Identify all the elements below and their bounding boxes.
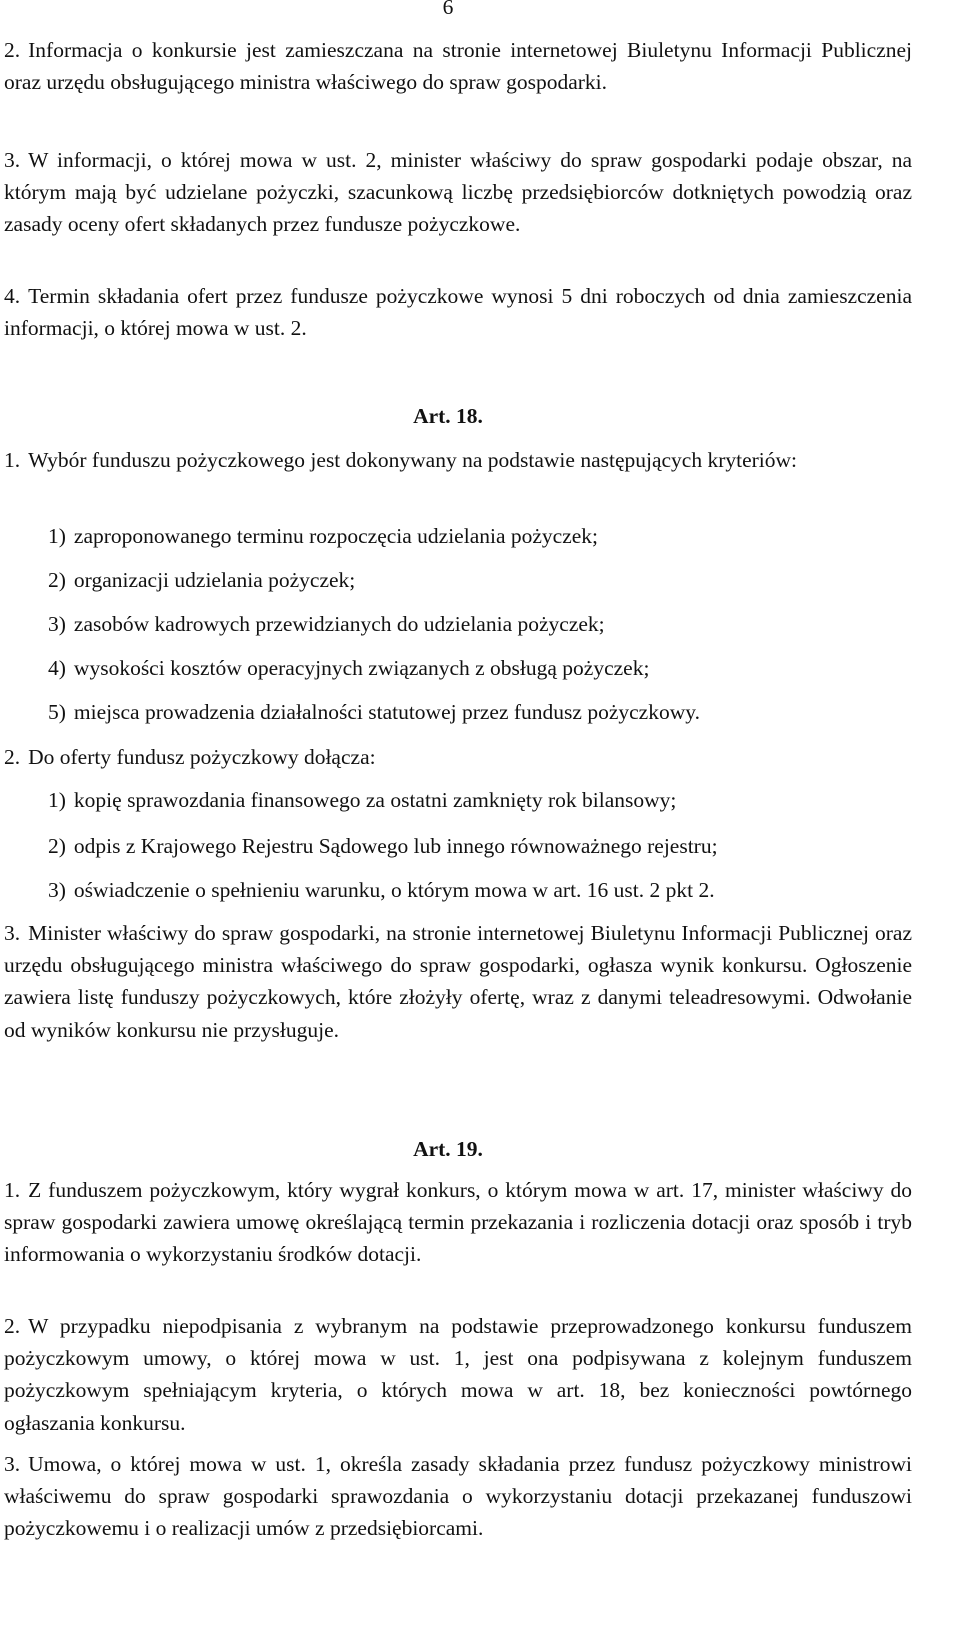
paragraph-number: 3. — [4, 148, 21, 172]
item-text: zaproponowanego terminu rozpoczęcia udzielania pożyczek; — [73, 524, 599, 548]
paragraph-number: 4. — [4, 284, 21, 308]
art19-paragraph-1 — [4, 1174, 912, 1271]
art19-paragraph-2 — [4, 1310, 912, 1439]
paragraph-number: 2. — [4, 1314, 21, 1338]
list-item — [48, 785, 912, 815]
item-number: 3) — [48, 878, 66, 902]
item-text: wysokości kosztów operacyjnych związanych z obsługą pożyczek; — [73, 656, 650, 680]
paragraph-number: 2. — [4, 745, 21, 769]
item-number: 1) — [48, 788, 66, 812]
list-item — [48, 521, 912, 551]
item-number: 2) — [48, 568, 66, 592]
art19-paragraph-3 — [4, 1448, 912, 1545]
paragraph-3 — [4, 144, 912, 241]
art18-paragraph-3 — [4, 917, 912, 1046]
item-number: 4) — [48, 656, 66, 680]
paragraph-text: Z funduszem pożyczkowym, który wygrał konkurs, o którym mowa w art. 17, minister właściwy do spraw gospodarki zawiera umowę określającą termin przekazania i rozliczenia dotacji oraz sposób i tryb informowania o wykorzystaniu środków dotacji. — [4, 1178, 912, 1267]
item-text: organizacji udzielania pożyczek; — [73, 568, 356, 592]
art18-paragraph-2 — [4, 741, 912, 773]
list-item — [48, 653, 912, 683]
item-number: 5) — [48, 700, 66, 724]
paragraph-2 — [4, 34, 912, 98]
art18-paragraph-1 — [4, 444, 912, 476]
paragraph-4 — [4, 280, 912, 344]
paragraph-number: 1. — [4, 448, 21, 472]
paragraph-text: Termin składania ofert przez fundusze pożyczkowe wynosi 5 dni roboczych od dnia zamieszczenia informacji, o której mowa w ust. 2. — [4, 284, 912, 341]
list-item — [48, 875, 912, 905]
item-text: oświadczenie o spełnieniu warunku, o którym mowa w art. 16 ust. 2 pkt 2. — [73, 878, 715, 902]
item-number: 1) — [48, 524, 66, 548]
paragraph-text: Umowa, o której mowa w ust. 1, określa zasady składania przez fundusz pożyczkowy ministrowi właściwemu do spraw gospodarki sprawozdania o wykorzystaniu dotacji przekazanej funduszowi pożyczkowemu i o realizacji umów z przedsiębiorcami. — [4, 1452, 912, 1541]
item-text: miejsca prowadzenia działalności statutowej przez fundusz pożyczkowy. — [73, 700, 700, 724]
paragraph-text: Informacja o konkursie jest zamieszczana na stronie internetowej Biuletynu Informacji Publicznej oraz urzędu obsługującego ministra właściwego do spraw gospodarki. — [4, 38, 912, 95]
item-text: zasobów kadrowych przewidzianych do udzielania pożyczek; — [73, 612, 605, 636]
article-19-heading: Art. 19. — [413, 1137, 483, 1161]
list-item — [48, 697, 912, 727]
paragraph-text: Minister właściwy do spraw gospodarki, na stronie internetowej Biuletynu Informacji Publicznej oraz urzędu obsługującego ministra właściwego do spraw gospodarki, ogłasza wynik konkursu. Ogłoszenie zawiera listę funduszy pożyczkowych, które złożyły ofertę, wraz z danymi teleadresowymi. Odwołanie od wyników konkursu nie przysługuje. — [4, 921, 912, 1042]
list-item — [48, 565, 912, 595]
list-item — [48, 609, 912, 639]
item-text: odpis z Krajowego Rejestru Sądowego lub innego równoważnego rejestru; — [73, 834, 718, 858]
paragraph-text: W przypadku niepodpisania z wybranym na podstawie przeprowadzonego konkursu funduszem pożyczkowym umowy, o której mowa w ust. 1, jest ona podpisywana z kolejnym funduszem pożyczkowym spełniającym kryteria, o których mowa w art. 18, bez konieczności powtórnego ogłaszania konkursu. — [4, 1314, 912, 1435]
paragraph-text: Do oferty fundusz pożyczkowy dołącza: — [28, 745, 376, 769]
paragraph-text: Wybór funduszu pożyczkowego jest dokonywany na podstawie następujących kryteriów: — [28, 448, 798, 472]
paragraph-number: 1. — [4, 1178, 21, 1202]
item-number: 3) — [48, 612, 66, 636]
item-text: kopię sprawozdania finansowego za ostatni zamknięty rok bilansowy; — [73, 788, 677, 812]
paragraph-number: 3. — [4, 1452, 21, 1476]
paragraph-number: 2. — [4, 38, 21, 62]
page-number: 6 — [442, 0, 454, 19]
paragraph-number: 3. — [4, 921, 21, 945]
item-number: 2) — [48, 834, 66, 858]
paragraph-text: W informacji, o której mowa w ust. 2, minister właściwy do spraw gospodarki podaje obszar, na którym mają być udzielane pożyczki, szacunkową liczbę przedsiębiorców dotkniętych powodzią oraz zasady oceny ofert składanych przez fundusze pożyczkowe. — [4, 148, 912, 237]
list-item — [48, 831, 912, 861]
article-18-heading: Art. 18. — [413, 404, 483, 428]
